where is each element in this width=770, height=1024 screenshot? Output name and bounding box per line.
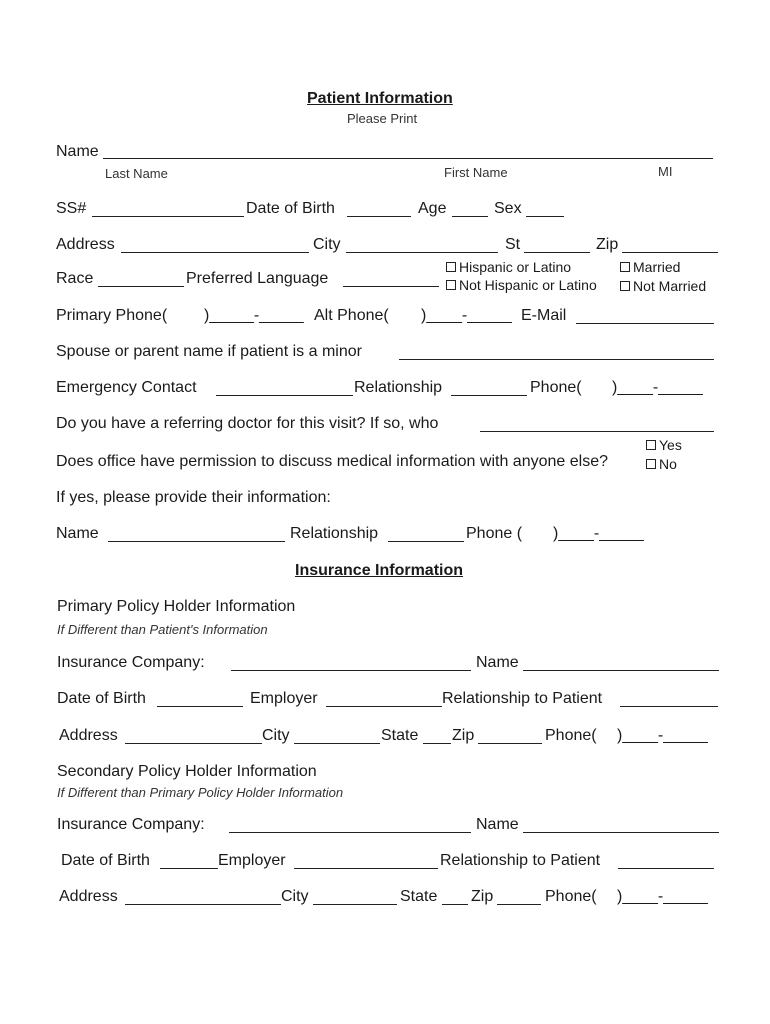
- spouse-field[interactable]: [399, 359, 714, 360]
- primary-company-label: Insurance Company:: [57, 654, 205, 671]
- primary-zip-field[interactable]: [478, 743, 542, 744]
- state-field[interactable]: [524, 252, 590, 253]
- state-label: St: [505, 236, 521, 253]
- please-print-note: Please Print: [347, 111, 418, 126]
- mi-caption: MI: [658, 164, 673, 179]
- referring-doctor-label: Do you have a referring doctor for this visit? If so, who: [56, 415, 439, 432]
- contact-phone-field[interactable]: )____-_____: [553, 525, 644, 542]
- address-label: Address: [56, 236, 115, 253]
- race-field[interactable]: [98, 286, 184, 287]
- secondary-dob-label: Date of Birth: [61, 852, 150, 869]
- address-field[interactable]: [121, 252, 309, 253]
- sex-field[interactable]: [526, 216, 564, 217]
- married-checkbox[interactable]: [620, 262, 630, 272]
- contact-phone-label: Phone (: [466, 525, 523, 542]
- hispanic-checkbox[interactable]: [446, 262, 456, 272]
- yes-text: Yes: [659, 437, 682, 453]
- no-checkbox[interactable]: [646, 459, 656, 469]
- patient-info-title: Patient Information: [307, 90, 453, 107]
- name-label: Name: [56, 143, 99, 160]
- emergency-label: Emergency Contact: [56, 379, 197, 396]
- primary-zip-label: Zip: [452, 727, 475, 744]
- emergency-field[interactable]: [216, 395, 353, 396]
- secondary-name-label: Name: [476, 816, 519, 833]
- not-hispanic-option[interactable]: [446, 277, 597, 293]
- secondary-address-label: Address: [59, 888, 118, 905]
- secondary-employer-field[interactable]: [294, 868, 438, 869]
- permission-label: Does office have permission to discuss medical information with anyone else?: [56, 453, 608, 470]
- ss-field[interactable]: [92, 216, 244, 217]
- if-yes-label: If yes, please provide their information:: [56, 489, 331, 506]
- no-text: No: [659, 456, 677, 472]
- secondary-relationship-field[interactable]: [618, 868, 714, 869]
- primary-policy-note: If Different than Patient's Information: [57, 622, 268, 637]
- primary-relationship-label: Relationship to Patient: [442, 690, 603, 707]
- contact-name-field[interactable]: [108, 541, 285, 542]
- primary-phone-field[interactable]: )_____-_____: [204, 307, 304, 324]
- referring-doctor-field[interactable]: [480, 431, 714, 432]
- name-field[interactable]: [103, 158, 713, 159]
- secondary-city-field[interactable]: [313, 904, 397, 905]
- emergency-relationship-label: Relationship: [354, 379, 443, 396]
- secondary-name-field[interactable]: [523, 832, 719, 833]
- primary-address-label: Address: [59, 727, 118, 744]
- email-label: E-Mail: [521, 307, 567, 324]
- zip-label: Zip: [596, 236, 619, 253]
- secondary-state-field[interactable]: [442, 904, 468, 905]
- primary-employer-field[interactable]: [326, 706, 442, 707]
- secondary-company-field[interactable]: [229, 832, 471, 833]
- alt-phone-field[interactable]: )____-_____: [421, 307, 512, 324]
- sex-label: Sex: [494, 200, 522, 217]
- primary-relationship-field[interactable]: [620, 706, 718, 707]
- primary-city-field[interactable]: [294, 743, 380, 744]
- insurance-info-title: Insurance Information: [295, 562, 464, 579]
- primary-employer-label: Employer: [250, 690, 318, 707]
- married-text: Married: [633, 259, 681, 275]
- contact-relationship-label: Relationship: [290, 525, 379, 542]
- dob-field[interactable]: [347, 216, 411, 217]
- primary-name-label: Name: [476, 654, 519, 671]
- city-label: City: [313, 236, 341, 253]
- not-hispanic-text: Not Hispanic or Latino: [459, 277, 597, 293]
- no-option[interactable]: [646, 456, 677, 472]
- hispanic-option[interactable]: [446, 259, 571, 275]
- not-married-checkbox[interactable]: [620, 281, 630, 291]
- primary-phone-label: Phone(: [545, 727, 597, 744]
- not-married-option[interactable]: [620, 278, 706, 294]
- age-label: Age: [418, 200, 447, 217]
- hispanic-text: Hispanic or Latino: [459, 259, 572, 275]
- race-label: Race: [56, 270, 94, 287]
- secondary-zip-field[interactable]: [497, 904, 541, 905]
- not-married-text: Not Married: [633, 278, 707, 294]
- primary-state-label: State: [381, 727, 419, 744]
- secondary-zip-label: Zip: [471, 888, 494, 905]
- secondary-company-label: Insurance Company:: [57, 816, 205, 833]
- email-field[interactable]: [576, 323, 714, 324]
- yes-option[interactable]: [646, 437, 682, 453]
- primary-city-label: City: [262, 727, 290, 744]
- dob-label: Date of Birth: [246, 200, 335, 217]
- primary-company-field[interactable]: [231, 670, 471, 671]
- primary-dob-field[interactable]: [157, 706, 243, 707]
- not-hispanic-checkbox[interactable]: [446, 280, 456, 290]
- secondary-relationship-label: Relationship to Patient: [440, 852, 601, 869]
- primary-name-field[interactable]: [523, 670, 719, 671]
- contact-name-label: Name: [56, 525, 99, 542]
- secondary-address-field[interactable]: [125, 904, 281, 905]
- married-option[interactable]: [620, 259, 680, 275]
- yes-checkbox[interactable]: [646, 440, 656, 450]
- secondary-policy-note: If Different than Primary Policy Holder Information: [57, 785, 344, 800]
- secondary-employer-label: Employer: [218, 852, 286, 869]
- secondary-phone-field[interactable]: )____-_____: [617, 888, 708, 905]
- emergency-phone-label: Phone(: [530, 379, 582, 396]
- language-field[interactable]: [343, 286, 439, 287]
- contact-relationship-field[interactable]: [388, 541, 464, 542]
- ss-label: SS#: [56, 200, 87, 217]
- first-name-caption: First Name: [444, 165, 508, 180]
- primary-policy-heading: Primary Policy Holder Information: [57, 598, 296, 615]
- city-field[interactable]: [346, 252, 498, 253]
- primary-phone-label: Primary Phone(: [56, 307, 168, 324]
- primary-phone-field[interactable]: )____-_____: [617, 727, 708, 744]
- secondary-phone-label: Phone(: [545, 888, 597, 905]
- primary-dob-label: Date of Birth: [57, 690, 146, 707]
- primary-address-field[interactable]: [125, 743, 262, 744]
- secondary-dob-field[interactable]: [160, 868, 218, 869]
- zip-field[interactable]: [622, 252, 718, 253]
- emergency-phone-field[interactable]: )____-_____: [612, 379, 703, 396]
- secondary-policy-heading: Secondary Policy Holder Information: [57, 763, 317, 780]
- language-label: Preferred Language: [186, 270, 329, 287]
- secondary-state-label: State: [400, 888, 438, 905]
- primary-state-field[interactable]: [423, 743, 451, 744]
- emergency-relationship-field[interactable]: [451, 395, 527, 396]
- spouse-label: Spouse or parent name if patient is a minor: [56, 343, 362, 360]
- alt-phone-label: Alt Phone(: [314, 307, 389, 324]
- secondary-city-label: City: [281, 888, 309, 905]
- last-name-caption: Last Name: [105, 166, 168, 181]
- age-field[interactable]: [452, 216, 488, 217]
